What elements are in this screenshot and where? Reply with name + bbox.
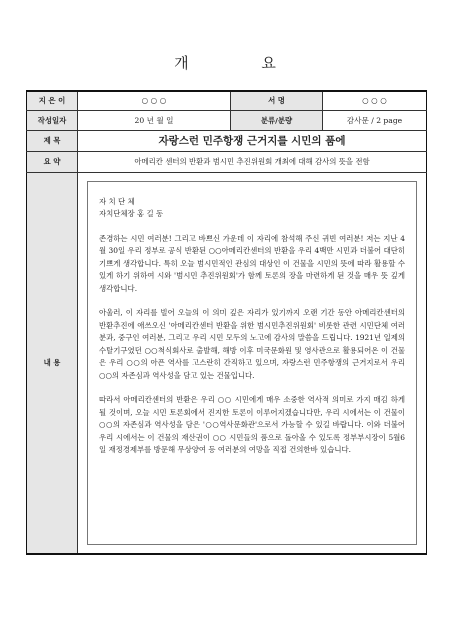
subject-value: 자랑스런 민주항쟁 근거지를 시민의 품에 [78,130,427,151]
label-date: 작성일자 [27,110,78,130]
content-paragraph-2: 아울러, 이 자리를 빌어 오늘의 이 의미 깊은 자리가 있기까지 오랜 기간 동안 아메리칸센터의 반환추진에 애쓰오신 '아메리칸센터 반환을 위한 범시민추진위원회' 비롯한 관련 시민단체 여러분과, 중구인 여러분, 그리고 우리 시민 모두의 노고에 감사의 말씀을 드립니다. 1921년 일제의 수탈기구였던 ○○척식회사로 출발해, 해방 이후 미국문화원 및 영사관으로 활용되어온 이 건물은 우리 ○○의 아픈 역사를 고스란히 간직하고 있으며, 자랑스런 민주항쟁의 근거지로서 우리 ○○의 자존심과 역사성을 담고 있는 건물입니다. [99,308,405,380]
content-paragraph-1: 존경하는 시민 여러분! 그리고 바쁘신 가운데 이 자리에 참석해 주신 귀빈 여러분! 저는 지난 4월 30일 우리 정부로 공식 반환된 ○○아메리칸센터의 반환을 우리 4백만 시민과 더불어 대단히 기쁘게 생각합니다. 특히 오늘 범시민적인 관심의 대상인 이 건물을 시민의 뜻에 따라 활용할 수 있게 하기 위하여 시와 '범시민 추진위원회'가 함께 토론의 장을 마련하게 된 것을 매우 뜻 깊게 생각합니다. [99,233,405,293]
form-row-author [27,91,427,110]
form-row-summary [27,151,427,172]
form-row-content [27,172,427,554]
book-name-value: ○ ○ ○ [323,91,427,110]
label-author: 지 은 이 [27,91,78,110]
category-value: 감사문 / 2 page [323,110,427,130]
form-row-subject [27,130,427,151]
document-title: 개 요 [174,54,310,72]
content-body [87,181,417,545]
author-value: ○ ○ ○ [78,91,231,110]
label-subject: 제 목 [27,130,78,151]
overview-form-table [26,90,427,555]
label-summary: 요 약 [27,151,78,172]
summary-value: 아메리칸 센터의 반환과 범시민 추진위원회 개최에 대해 감사의 뜻을 전함 [78,151,427,172]
form-row-date [27,110,427,130]
content-cell [78,172,427,554]
label-book-name: 서 명 [231,91,323,110]
content-paragraph-3: 따라서 아메리칸센터의 반환은 우리 ○○ 시민에게 매우 소중한 역사적 의미로 가지 매김 하게 될 것이며, 오늘 시민 토론회에서 진지한 토론이 이루어지겠습니다만, 우리 시에서는 이 건물이 ○○의 자존심과 역사성을 담은 '○○역사문화관'으로서 가능할 수 있길 바랍니다. 이와 더불어 우리 시에서는 이 건물의 재산권이 ○○ 시민들의 품으로 돌아올 수 있도록 정부부시장이 5월6일 재정경제부를 방문해 무상양여 등 여러분의 여망을 직접 건의한바 있습니다. [99,395,405,454]
date-value: 20 년 월 일 [78,110,231,130]
label-category: 분류/분량 [231,110,323,130]
label-content: 내 용 [27,172,78,554]
content-org: 자 치 단 체 [99,196,135,206]
content-person: 자치단체장 홍 길 동 [99,209,164,218]
